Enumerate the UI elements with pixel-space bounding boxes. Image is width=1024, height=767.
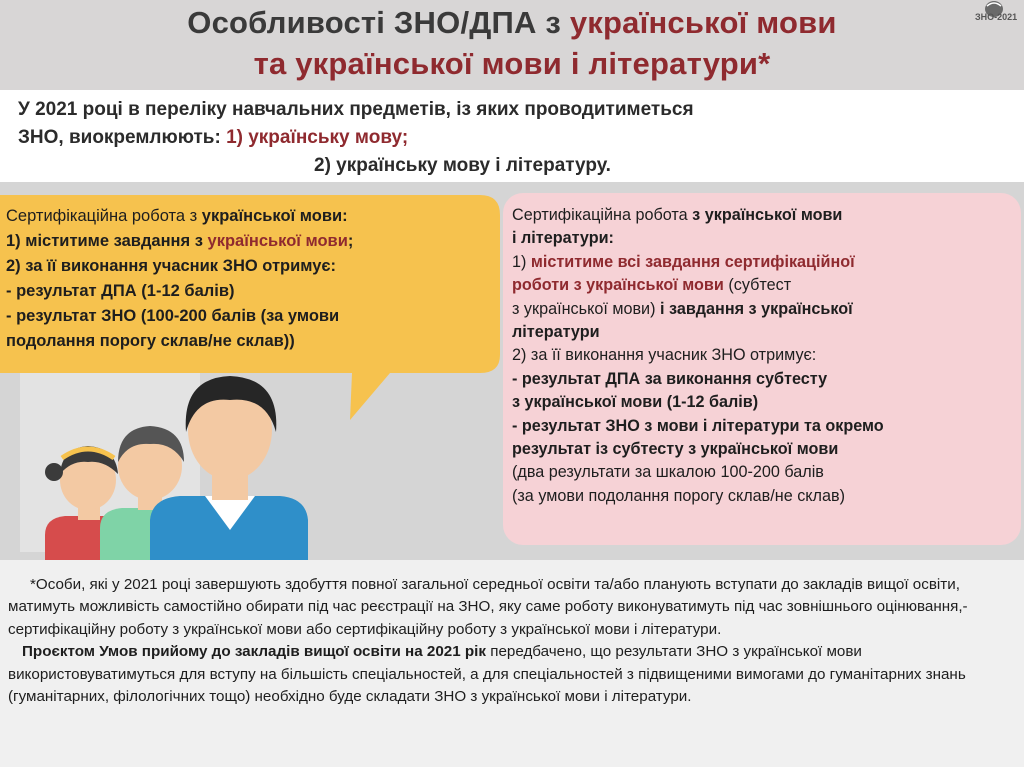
lit-card-highlight: міститиме всі завдання сертифікаційної [530,252,855,271]
logo-text: ЗНО-2021 [975,12,1018,22]
ukr-card-line-4: - результат ДПА (1-12 балів) [6,282,235,300]
title-highlight: української мови [569,5,837,40]
ukr-card-text: ; [347,232,354,250]
ukr-card-line-6: подолання порогу склав/не склав)) [6,332,295,350]
lit-card-line-13: (за умови подолання порогу склав/не склав) [512,486,845,505]
intro-text: ЗНО, виокремлюють: [18,127,227,148]
ukr-language-card [6,204,496,354]
intro-item-2: 2) українську мову і літературу. [314,155,611,176]
lit-card-line-8: - результат ДПА за виконання субтесту [512,369,828,388]
ukr-card-text: 1) міститиме завдання з [6,232,208,250]
lit-card-line-12: (два результати за шкалою 100-200 балів [512,463,824,482]
ukr-card-subject: української мови: [201,207,348,225]
lit-card-highlight: роботи з української мови [512,276,724,295]
footnote-text: передбачено, що результати ЗНО з української мови використовуватимуться для вступу на більшість спеціальностей, а для спеціальностей з підвищеними вимогами до гуманітарних знань (гуманітарних, філологічних тощо) необхідно буде складати ЗНО з української мови і літератури. [8,643,966,706]
lit-card-line-7: 2) за її виконання учасник ЗНО отримує: [512,346,817,365]
lit-card-line-11: результат із субтесту з української мови [512,440,839,459]
ukr-card-line-2 [6,229,496,254]
lit-card-text: 1) [512,252,531,271]
lit-card-bold: і завдання з української [660,299,853,318]
ukr-card-line-3: 2) за її виконання учасник ЗНО отримує: [6,257,337,275]
footnote-paragraph-1: *Особи, які у 2021 році завершують здобуття повної загальної середньої освіти та/або планують вступати до закладів вищої освіти, матимуть можливість самостійно обирати під час реєстрації на ЗНО, яку саме роботу виконуватимуть під час зовнішнього оцінювання,- сертифікаційну роботу з української мови або сертифікаційну роботу з української мови і літератури. [8,576,968,638]
ukr-card-text: Сертифікаційна робота з [6,207,202,225]
lit-card-line-4 [512,274,1020,297]
intro-line-1: У 2021 році в переліку навчальних предметів, із яких проводитиметься [18,99,694,120]
footnote-bold-lead: Проєктом Умов прийому до закладів вищої освіти на 2021 рік [22,643,486,661]
footnote [8,574,1020,708]
lit-card-line-2: і літератури: [512,229,614,248]
intro-item-1: 1) українську мову; [226,127,409,148]
title-part: Особливості ЗНО/ДПА з [187,5,570,40]
ukr-card-line-5: - результат ЗНО (100-200 балів (за умови [6,307,340,325]
lit-card-line-9: з української мови (1-12 балів) [512,393,759,412]
lit-card-line-6: літератури [512,323,600,342]
ukr-card-highlight: української мови [207,232,348,250]
footnote-paragraph-2 [8,641,1020,708]
lit-card-text: з української мови) [512,299,660,318]
lit-card-line-3 [512,251,1020,274]
title-line-2: та української мови і літератури* [253,46,771,81]
lit-card-line-1 [512,204,1020,227]
ukr-lit-card [512,204,1020,508]
lit-card-text: Сертифікаційна робота [512,206,693,224]
lit-card-line-10: - результат ЗНО з мови і літератури та окремо [512,416,884,435]
lit-card-subject: з української мови [692,206,843,224]
family-illustration-icon [40,370,310,560]
lit-card-line-5 [512,298,1020,321]
lit-card-text: (субтест [723,276,792,295]
ukr-card-line-1 [6,204,496,229]
